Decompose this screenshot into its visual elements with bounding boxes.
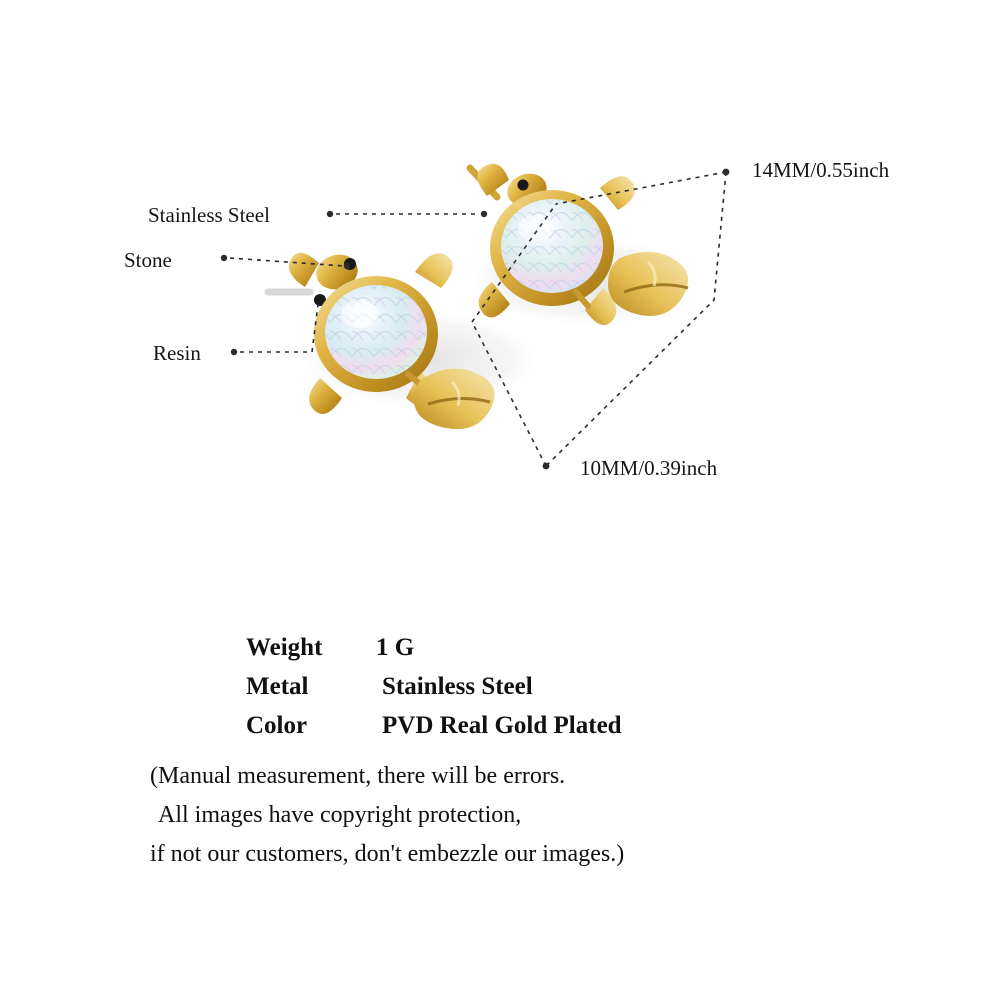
leader-lines bbox=[230, 172, 726, 466]
spec-key-color: Color bbox=[246, 712, 308, 739]
disclaimer-notes bbox=[150, 757, 910, 874]
earring-front bbox=[268, 250, 495, 429]
callout-label-stone: Stone bbox=[124, 248, 172, 272]
earring-back bbox=[470, 164, 688, 325]
spec-key-metal: Metal bbox=[246, 673, 309, 700]
callout-label-resin: Resin bbox=[153, 341, 201, 365]
spec-row-color bbox=[246, 712, 866, 751]
note-line-3: if not our customers, don't embezzle our images.) bbox=[150, 841, 625, 867]
spec-value-metal: Stainless Steel bbox=[382, 673, 533, 700]
callout-label-stainless-steel: Stainless Steel bbox=[148, 203, 270, 227]
note-line-1: (Manual measurement, there will be errors. bbox=[150, 763, 566, 789]
note-line-2: All images have copyright protection, bbox=[158, 802, 522, 828]
spec-value-weight: 1 G bbox=[376, 634, 415, 661]
dimension-label-width: 10MM/0.39inch bbox=[580, 456, 718, 480]
spec-key-weight: Weight bbox=[246, 634, 323, 661]
specification-table bbox=[246, 634, 866, 751]
spec-value-color: PVD Real Gold Plated bbox=[382, 712, 622, 739]
leader-dots bbox=[221, 169, 730, 470]
spec-row-weight bbox=[246, 634, 866, 673]
dimension-label-height: 14MM/0.55inch bbox=[752, 158, 890, 182]
spec-row-metal bbox=[246, 673, 866, 712]
